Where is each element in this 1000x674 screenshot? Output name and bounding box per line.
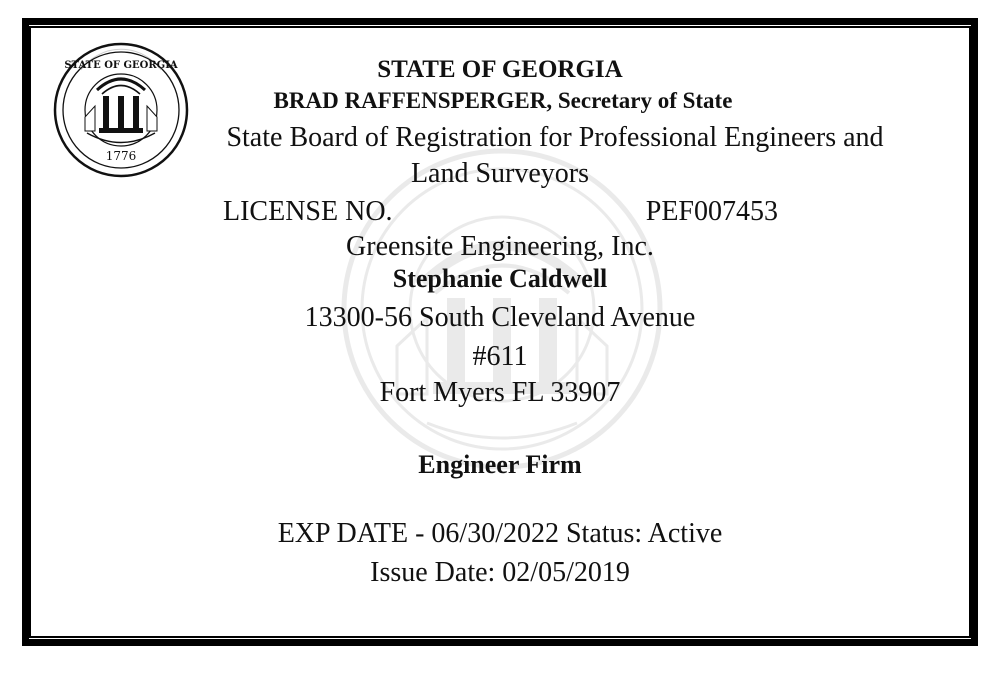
board-name-line-2: Land Surveyors <box>410 158 590 189</box>
company-name: Greensite Engineering, Inc. <box>346 231 654 262</box>
license-classification: Engineer Firm <box>418 450 582 479</box>
license-number-row <box>223 198 778 226</box>
seal-year-text: 1776 <box>105 149 137 163</box>
state-heading: STATE OF GEORGIA <box>377 56 623 83</box>
board-name-line-1: State Board of Registration for Professional Engineers and <box>226 122 884 153</box>
address-line-2: #611 <box>472 341 528 372</box>
address-line-1: 13300-56 South Cleveland Avenue <box>304 302 696 333</box>
license-number: PEF007453 <box>645 196 778 227</box>
expiration-status-line: EXP DATE - 06/30/2022 Status: Active <box>277 518 723 549</box>
license-label: LICENSE NO. <box>223 196 393 227</box>
issue-date-line: Issue Date: 02/05/2019 <box>370 557 630 588</box>
secretary-line: BRAD RAFFENSPERGER, Secretary of State <box>273 88 733 113</box>
seal-top-text: STATE OF GEORGIA <box>64 60 178 71</box>
license-holder-name: Stephanie Caldwell <box>392 264 608 293</box>
address-line-3: Fort Myers FL 33907 <box>379 377 621 408</box>
